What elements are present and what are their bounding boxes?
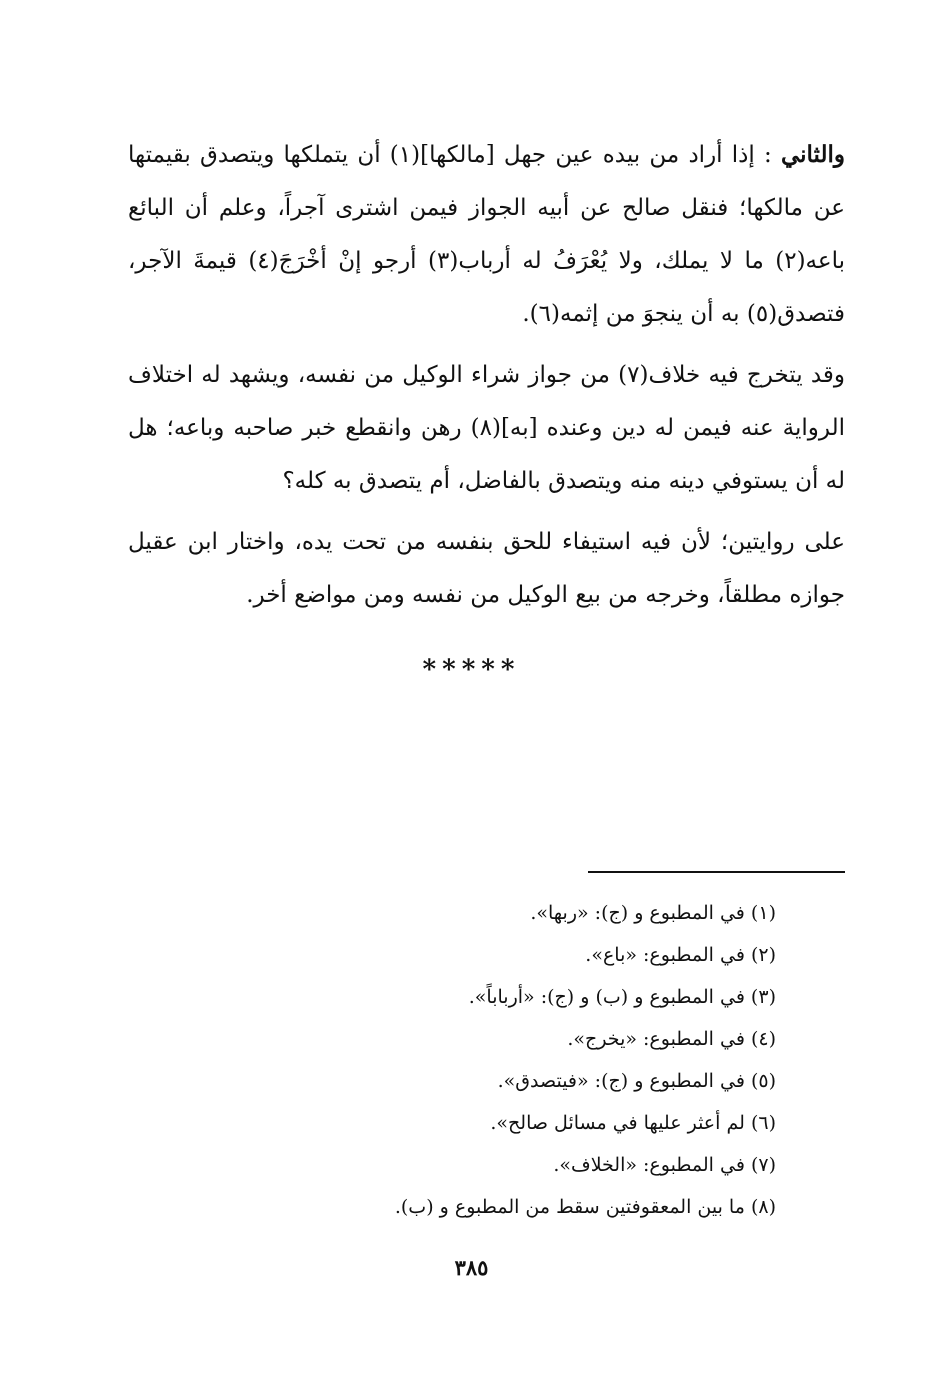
paragraph-1-text: : إذا أراد من بيده عين جهل [مالكها](١) أن يتملكها ويتصدق بقيمتها عن مالكها؛ فنقل صالح عن أبيه الجواز فيمن اشترى آجراً، وعلم أن البائع باعه(٢) ما لا يملك، ولا يُعْرَفُ له أرباب(٣) أرجو إنْ أخْرَجَ(٤) قيمةَ الآجر، فتصدق(٥) به أن ينجوَ من إثمه(٦). — [128, 142, 846, 327]
footnote-5: (٥) في المطبوع و (ج): «فيتصدق». — [497, 1070, 776, 1092]
footnote-divider — [588, 871, 845, 873]
paragraph-1 — [128, 128, 845, 341]
footnotes — [300, 892, 776, 1228]
section-separator: ***** — [422, 655, 521, 685]
paragraph-2: وقد يتخرج فيه خلاف(٧) من جواز شراء الوكيل من نفسه، ويشهد له اختلاف الرواية عنه فيمن له دين وعنده [به](٨) رهن وانقطع خبر صاحبه وباعه؛ هل له أن يستوفي دينه منه ويتصدق بالفاضل، أم يتصدق به كله؟ — [128, 362, 846, 494]
footnote-7: (٧) في المطبوع: «الخلاف». — [553, 1154, 776, 1176]
footnote-3: (٣) في المطبوع و (ب) و (ج): «أرباباً». — [468, 986, 776, 1008]
paragraph-3: على روايتين؛ لأن فيه استيفاء للحق بنفسه من تحت يده، واختار ابن عقيل جوازه مطلقاً، وخرجه من بيع الوكيل من نفسه ومن مواضع أخر. — [128, 529, 845, 608]
main-text — [128, 128, 845, 622]
paragraph-1-lead: والثاني — [780, 141, 845, 168]
footnote-4: (٤) في المطبوع: «يخرج». — [567, 1028, 776, 1050]
footnote-6: (٦) لم أعثر عليها في مسائل صالح». — [490, 1112, 776, 1134]
footnote-8: (٨) ما بين المعقوفتين سقط من المطبوع و (ب). — [394, 1196, 776, 1218]
footnote-2: (٢) في المطبوع: «باع». — [585, 944, 776, 966]
footnote-1: (١) في المطبوع و (ج): «ربها». — [530, 902, 776, 924]
page-number: ٣٨٥ — [454, 1255, 489, 1280]
